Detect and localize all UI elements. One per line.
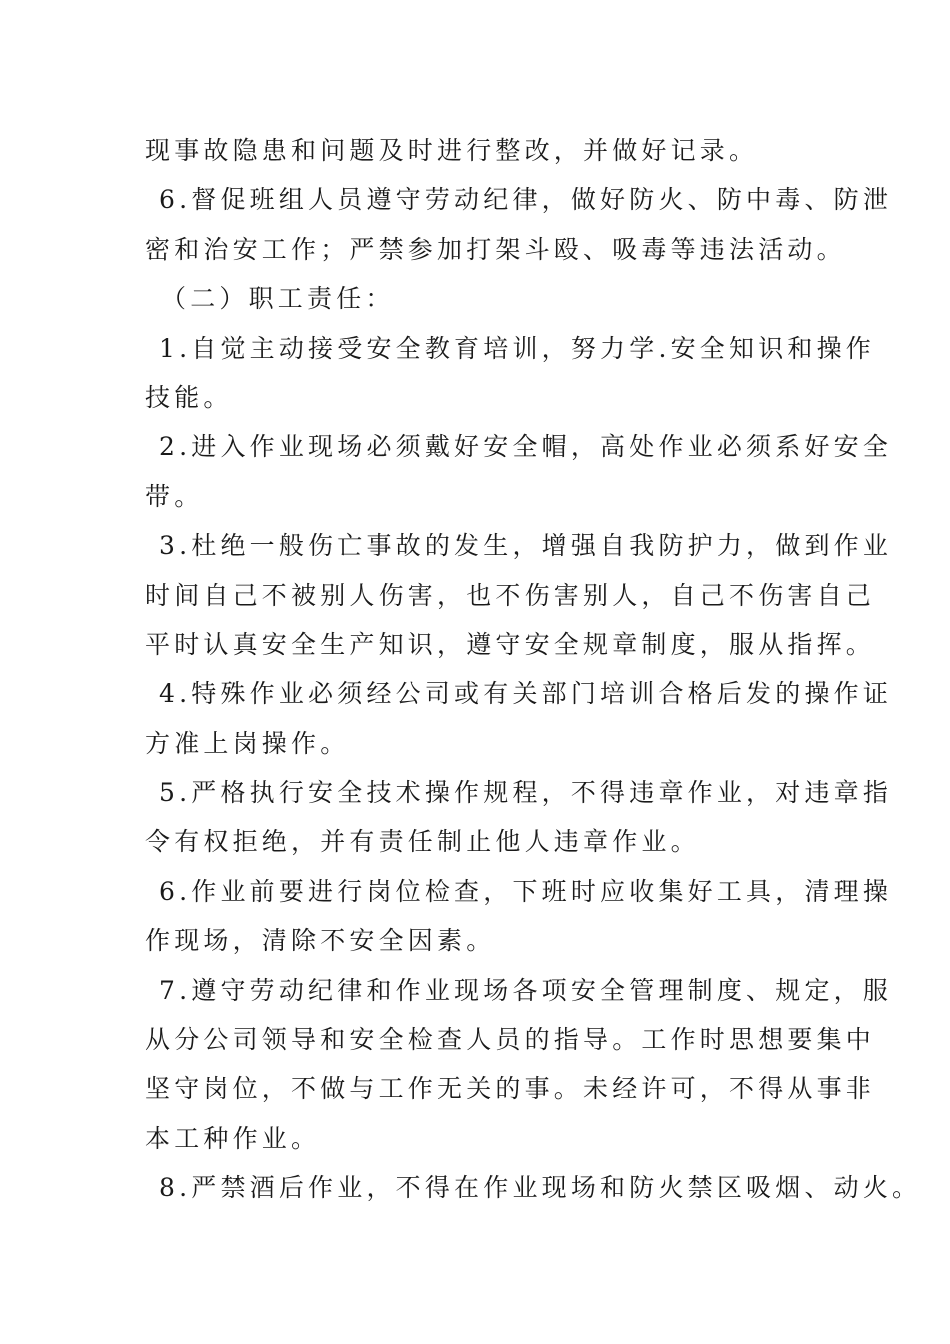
list-item-line: 5.严格执行安全技术操作规程，不得违章作业，对违章指 [159,778,893,808]
paragraph-line: 现事故隐患和问题及时进行整改，并做好记录。 [145,136,759,165]
list-item-line: 2.进入作业现场必须戴好安全帽，高处作业必须系好安全 [159,432,893,462]
paragraph-line: 作现场，清除不安全因素。 [145,926,496,956]
list-item-line: 1.自觉主动接受安全教育培训，努力学.安全知识和操作 [159,333,876,363]
list-item-line: 7.遵守劳动纪律和作业现场各项安全管理制度、规定，服 [159,975,893,1005]
list-item-line: 6.作业前要进行岗位检查，下班时应收集好工具，清理操 [159,876,893,906]
paragraph-line: 技能。 [145,382,233,412]
paragraph-line: 令有权拒绝，并有责任制止他人违章作业。 [145,827,700,857]
paragraph-line: 密和治安工作；严禁参加打架斗殴、吸毒等违法活动。 [145,234,846,264]
paragraph-line: 本工种作业。 [145,1123,321,1153]
list-item-line: 3.杜绝一般伤亡事故的发生，增强自我防护力，做到作业 [159,531,893,561]
paragraph-line: 时间自己不被别人伤害，也不伤害别人，自己不伤害自己 [145,580,876,610]
section-heading: （二）职工责任： [161,284,395,314]
paragraph-line: 平时认真安全生产知识，遵守安全规章制度，服从指挥。 [145,629,876,659]
list-item-line: 4.特殊作业必须经公司或有关部门培训合格后发的操作证 [159,679,893,709]
paragraph-line: 坚守岗位，不做与工作无关的事。未经许可，不得从事非 [145,1074,876,1104]
list-item-line: 8.严禁酒后作业，不得在作业现场和防火禁区吸烟、动火。 [159,1173,922,1203]
paragraph-line: 从分公司领导和安全检查人员的指导。工作时思想要集中 [145,1025,876,1055]
paragraph-line: 带。 [145,481,204,511]
paragraph-line: 方准上岗操作。 [145,728,350,758]
document-body [145,126,922,1213]
list-item-line: 6.督促班组人员遵守劳动纪律，做好防火、防中毒、防泄 [159,185,893,215]
